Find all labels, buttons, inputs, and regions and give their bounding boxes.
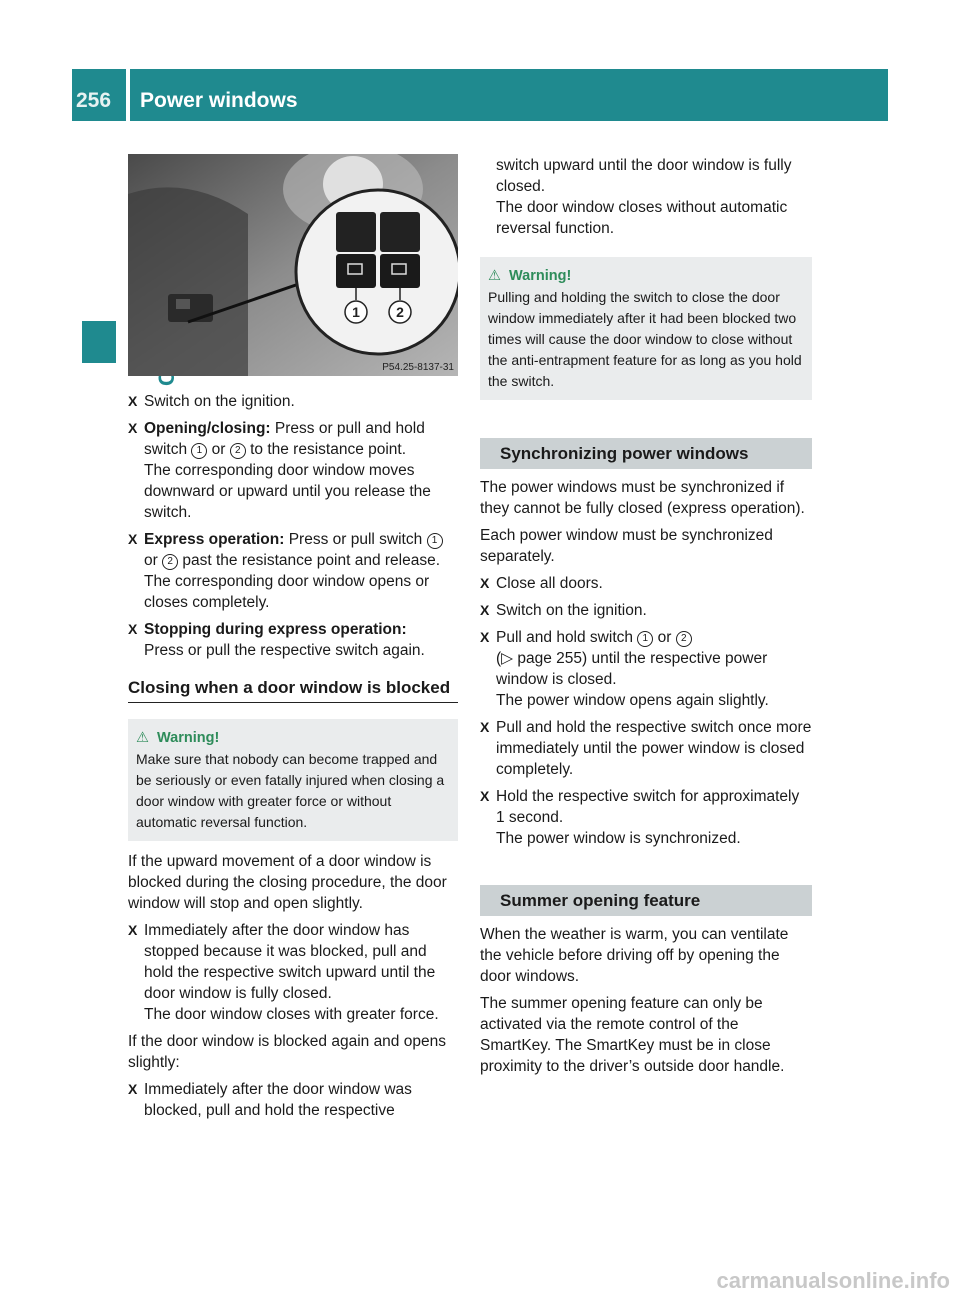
- window-switch-photo: [128, 154, 458, 376]
- step-immediately-1: X Immediately after the door window has stopped because it was blocked, pull and hold the respective switch upward until the door window is fully closed. The door window closes with greater force.: [128, 922, 439, 1023]
- warning-box-2: ⚠ Warning! Pulling and holding the switch to close the door window immediately after it had been blocked two times will cause the door window to close without the anti-entrapment feature for as long as you hold the switch.: [480, 257, 812, 400]
- header-divider: [126, 69, 130, 121]
- ref-2-icon: 2: [162, 554, 178, 570]
- figure-code: P54.25-8137-31: [382, 362, 454, 373]
- para-sync-1: The power windows must be synchronized if they cannot be fully closed (express operation).: [480, 479, 805, 517]
- heading-closing-blocked: Closing when a door window is blocked: [128, 677, 458, 703]
- step-pull-once-more: X Pull and hold the respective switch once more immediately until the power window is closed completely.: [480, 719, 812, 778]
- section-label: [154, 385, 180, 386]
- window-switch-illustration: [128, 154, 458, 376]
- warning-box-1: ⚠ Warning! Make sure that nobody can become trapped and be seriously or even fatally injured when closing a door window with greater force or without automatic reversal function.: [128, 719, 458, 841]
- para-summer-1: When the weather is warm, you can ventilate the vehicle before driving off by opening the door windows.: [480, 926, 789, 985]
- ref-1-icon: 1: [427, 533, 443, 549]
- callout-2: 2: [396, 304, 404, 320]
- step-pull-hold: X Pull and hold switch 1 or 2 (▷ page 255) until the respective power window is closed. The power window opens again slightly.: [480, 629, 769, 709]
- step-arrow-icon: X: [480, 788, 490, 804]
- section-sidebar: [72, 121, 126, 1281]
- step-ignition: X Switch on the ignition.: [128, 393, 295, 410]
- step-arrow-icon: X: [128, 531, 138, 547]
- step-hold-switch: X Hold the respective switch for approximately 1 second. The power window is synchronized.: [480, 788, 800, 847]
- step-arrow-icon: X: [480, 602, 490, 618]
- para-blocked: If the upward movement of a door window is blocked during the closing procedure, the door window will stop and open slightly.: [128, 853, 447, 912]
- heading-synchronizing: Synchronizing power windows: [480, 438, 812, 469]
- page-header: [72, 69, 888, 121]
- step-arrow-icon: X: [128, 393, 138, 409]
- ref-1-icon: 1: [637, 631, 653, 647]
- right-column: [480, 155, 812, 1083]
- step-stopping-express: X Stopping during express operation: Press or pull the respective switch again.: [128, 621, 425, 659]
- step-continued: switch upward until the door window is fully closed. The door window closes without automatic reversal function.: [496, 157, 792, 237]
- left-column: [128, 391, 458, 1127]
- step-opening-closing: X Opening/closing: Press or pull and hold switch 1 or 2 to the resistance point. The corresponding door window moves downward or upward until you release the switch.: [128, 420, 431, 521]
- step-immediately-2: X Immediately after the door window was blocked, pull and hold the respective: [128, 1081, 412, 1119]
- para-blocked-again: If the door window is blocked again and opens slightly:: [128, 1033, 446, 1071]
- para-sync-2: Each power window must be synchronized separately.: [480, 527, 773, 565]
- watermark: carmanualsonline.info: [716, 1268, 950, 1293]
- ref-2-icon: 2: [676, 631, 692, 647]
- step-close-doors: X Close all doors.: [480, 575, 603, 592]
- step-arrow-icon: X: [128, 922, 138, 938]
- ref-1-icon: 1: [191, 443, 207, 459]
- heading-summer-opening: Summer opening feature: [480, 885, 812, 916]
- step-arrow-icon: X: [480, 719, 490, 735]
- step-arrow-icon: X: [480, 629, 490, 645]
- page-title: Power windows: [140, 89, 298, 112]
- step-express-operation: X Express operation: Press or pull switch 1 or 2 past the resistance point and release. The corresponding door window opens or closes completely.: [128, 529, 458, 613]
- ref-2-icon: 2: [230, 443, 246, 459]
- para-summer-2: The summer opening feature can only be activated via the remote control of the SmartKey. The SmartKey must be in close proximity to the driver’s outside door handle.: [480, 995, 785, 1075]
- step-arrow-icon: X: [128, 1081, 138, 1097]
- page-number: 256: [76, 89, 112, 112]
- step-ignition-2: X Switch on the ignition.: [480, 602, 647, 619]
- step-arrow-icon: X: [128, 621, 138, 637]
- section-tab: [82, 321, 116, 363]
- callout-1: 1: [352, 304, 360, 320]
- step-arrow-icon: X: [128, 420, 138, 436]
- warning-triangle-icon: ⚠: [488, 268, 501, 284]
- step-arrow-icon: X: [480, 575, 490, 591]
- warning-triangle-icon: ⚠: [136, 730, 149, 746]
